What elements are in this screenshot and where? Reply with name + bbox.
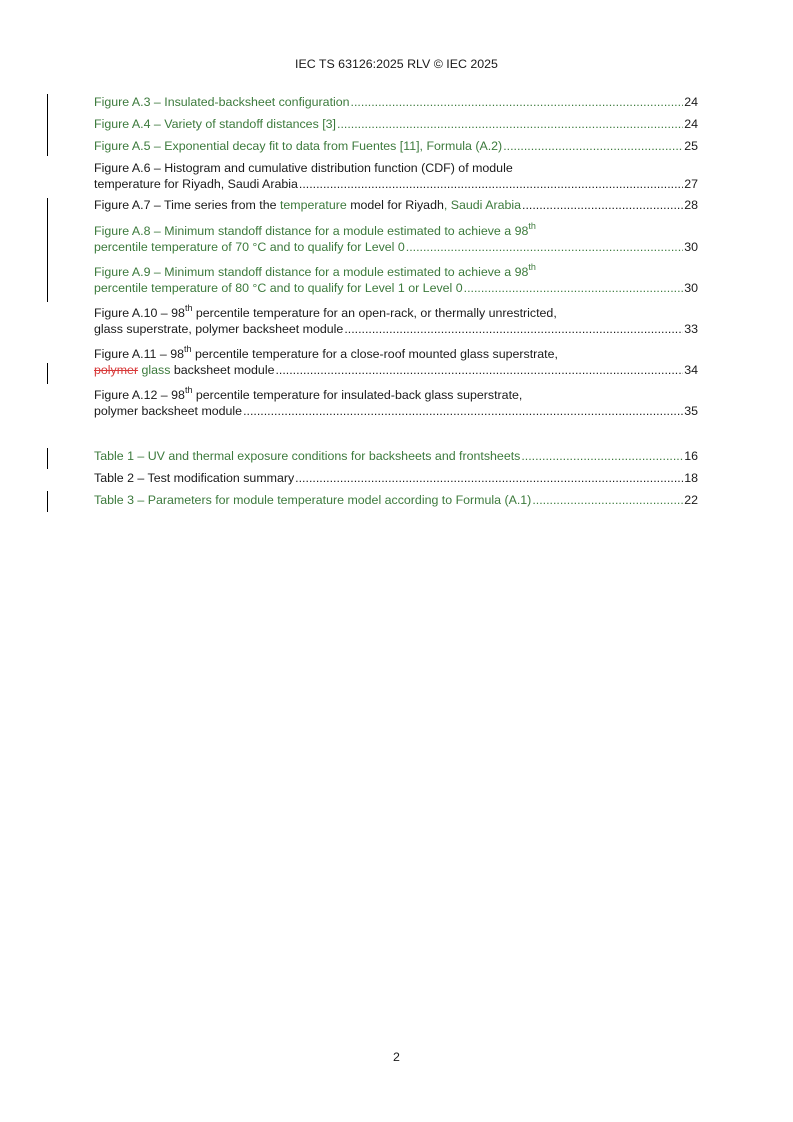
- toc-entry-title: Table 2 – Test modification summary: [94, 471, 295, 485]
- dot-leader: [351, 94, 684, 110]
- inserted-text: glass: [138, 363, 171, 377]
- toc-entry-figure-a7[interactable]: [94, 197, 698, 213]
- toc-entry-title: Figure A.10 – 98: [94, 306, 185, 320]
- toc-entry-title-continued: percentile temperature of 80 °C and to qualify for Level 1 or Level 0: [94, 281, 463, 295]
- dot-leader: [464, 280, 684, 296]
- inserted-text: , Saudi Arabia: [443, 198, 522, 212]
- dot-leader: [522, 197, 683, 213]
- running-header: IEC TS 63126:2025 RLV © IEC 2025: [295, 57, 498, 71]
- toc-entry-title: Figure A.7 – Time series from the: [94, 198, 280, 212]
- toc-entry-title: percentile temperature for insulated-back glass superstrate,: [192, 388, 523, 402]
- toc-page-number: 27: [684, 177, 698, 191]
- toc-page-number: 28: [684, 198, 698, 212]
- toc-entry-title: Figure A.12 – 98: [94, 388, 185, 402]
- toc-page-number: 25: [684, 139, 698, 153]
- toc-entry-title: Table 3 – Parameters for module temperature model according to Formula (A.1): [94, 493, 532, 507]
- toc-entry-figure-a12[interactable]: [94, 387, 698, 419]
- dot-leader: [243, 403, 683, 419]
- dot-leader: [503, 138, 683, 154]
- toc-entry-title-continued: temperature for Riyadh, Saudi Arabia: [94, 177, 298, 191]
- toc-page-number: 16: [684, 449, 698, 463]
- toc-page-number: 18: [684, 471, 698, 485]
- superscript: th: [184, 344, 192, 354]
- toc-page-number: 30: [684, 281, 698, 295]
- toc-entry-title: model for Riyadh: [346, 198, 444, 212]
- superscript: th: [184, 303, 193, 313]
- toc-entry-title-continued: backsheet module: [170, 363, 275, 377]
- toc-page-number: 22: [684, 493, 698, 507]
- page-number: 2: [393, 1050, 400, 1064]
- dot-leader: [275, 362, 683, 378]
- toc-entry-title-continued: polymer backsheet module: [94, 404, 243, 418]
- toc-page-number: 34: [684, 363, 698, 377]
- dot-leader: [295, 470, 683, 486]
- toc-entry-title-continued: percentile temperature of 70 °C and to qualify for Level 0: [94, 240, 405, 254]
- toc-entry-title-continued: glass superstrate, polymer backsheet module: [94, 322, 344, 336]
- change-bar: [47, 94, 48, 156]
- dot-leader: [406, 239, 683, 255]
- toc-entry-table-3[interactable]: [94, 492, 698, 508]
- toc-page-number: 24: [684, 117, 698, 131]
- toc-entry-figure-a11[interactable]: [94, 346, 698, 378]
- toc-page-number: 33: [684, 322, 698, 336]
- toc-entry-title: percentile temperature for an open-rack, or thermally unrestricted,: [192, 306, 557, 320]
- dot-leader: [337, 116, 683, 132]
- toc-page-number: 30: [684, 240, 698, 254]
- toc-entry-title: Figure A.9 – Minimum standoff distance for a module estimated to achieve a 98: [94, 265, 529, 279]
- dot-leader: [344, 321, 683, 337]
- toc-entry-figure-a6[interactable]: [94, 160, 698, 192]
- toc-entry-title: Table 1 – UV and thermal exposure conditions for backsheets and frontsheets: [94, 449, 521, 463]
- toc-page-number: 35: [684, 404, 698, 418]
- toc-entry-title: Figure A.4 – Variety of standoff distances [3]: [94, 117, 336, 131]
- toc-entry-figure-a9[interactable]: [94, 264, 698, 296]
- toc-entry-title: Figure A.11 – 98: [94, 347, 185, 361]
- dot-leader: [532, 492, 683, 508]
- inserted-text: temperature: [279, 198, 347, 212]
- toc-entry-figure-a8[interactable]: [94, 223, 698, 255]
- toc-entry-title: Figure A.3 – Insulated-backsheet configuration: [94, 95, 350, 109]
- toc-entry-title: percentile temperature for a close-roof mounted glass superstrate,: [191, 347, 558, 361]
- toc-entry-figure-a4[interactable]: [94, 116, 698, 132]
- toc-entry-table-1[interactable]: [94, 448, 698, 464]
- change-bar: [47, 448, 48, 469]
- toc-entry-table-2[interactable]: [94, 470, 698, 486]
- change-bar: [47, 198, 48, 302]
- superscript: th: [184, 385, 193, 395]
- dot-leader: [521, 448, 683, 464]
- toc-entry-title: Figure A.5 – Exponential decay fit to data from Fuentes [11], Formula (A.2): [94, 139, 503, 153]
- toc-entry-figure-a3[interactable]: [94, 94, 698, 110]
- toc-entry-title: Figure A.6 – Histogram and cumulative distribution function (CDF) of module: [94, 161, 513, 175]
- toc-entry-figure-a5[interactable]: [94, 138, 698, 154]
- deleted-text: polymer: [94, 363, 139, 377]
- superscript: th: [528, 262, 536, 272]
- superscript: th: [528, 221, 536, 231]
- change-bar: [47, 491, 48, 512]
- toc-entry-title: Figure A.8 – Minimum standoff distance for a module estimated to achieve a 98: [94, 224, 529, 238]
- toc-entry-figure-a10[interactable]: [94, 305, 698, 337]
- change-bar: [47, 363, 48, 384]
- dot-leader: [299, 176, 683, 192]
- toc-page-number: 24: [684, 95, 698, 109]
